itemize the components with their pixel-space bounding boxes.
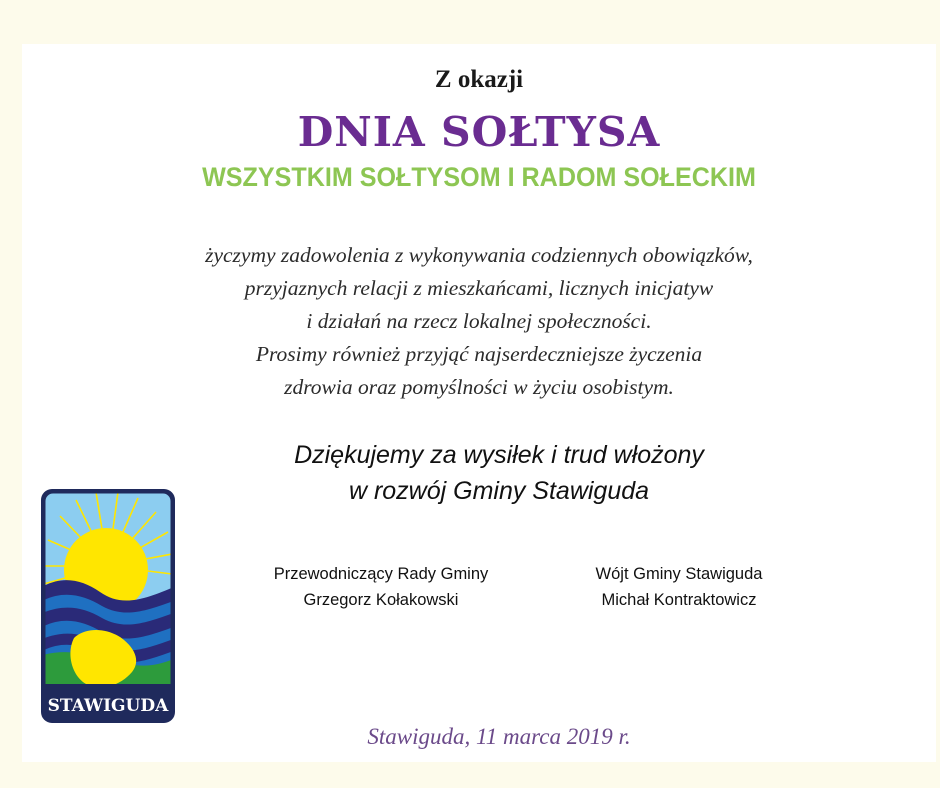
thanks-line: w rozwój Gminy Stawiguda xyxy=(348,477,650,505)
signature-council-chair xyxy=(254,561,508,613)
wishes-line: zdrowia oraz pomyślności w życiu osobistym. xyxy=(284,375,674,399)
signer-name: Grzegorz Kołakowski xyxy=(303,591,459,609)
thanks-line: Dziękujemy za wysiłek i trud włożony xyxy=(294,441,704,469)
wishes-line: i działań na rzecz lokalnej społeczności. xyxy=(306,309,652,333)
wishes-line: Prosimy również przyjąć najserdeczniejsze życzenia xyxy=(255,342,703,366)
signer-role: Wójt Gminy Stawiguda xyxy=(595,565,763,583)
wishes-text xyxy=(22,239,936,404)
wishes-line: życzymy zadowolenia z wykonywania codziennych obowiązków, xyxy=(205,243,753,267)
logo-text: STAWIGUDA xyxy=(47,696,169,716)
stawiguda-coat-of-arms-icon xyxy=(40,488,176,724)
signer-role: Przewodniczący Rady Gminy xyxy=(273,565,489,583)
thanks-text xyxy=(42,437,940,509)
greeting-card xyxy=(22,44,936,762)
signature-mayor xyxy=(576,561,782,613)
wishes-line: przyjaznych relacji z mieszkańcami, licznych inicjatyw xyxy=(244,276,714,300)
signer-name: Michał Kontraktowicz xyxy=(601,591,757,609)
card-title: DNIA SOŁTYSA xyxy=(297,108,661,156)
date-line: Stawiguda, 11 marca 2019 r. xyxy=(367,724,631,749)
occasion-label: Z okazji xyxy=(434,66,524,93)
card-subtitle: WSZYSTKIM SOŁTYSOM I RADOM SOŁECKIM xyxy=(202,162,756,192)
